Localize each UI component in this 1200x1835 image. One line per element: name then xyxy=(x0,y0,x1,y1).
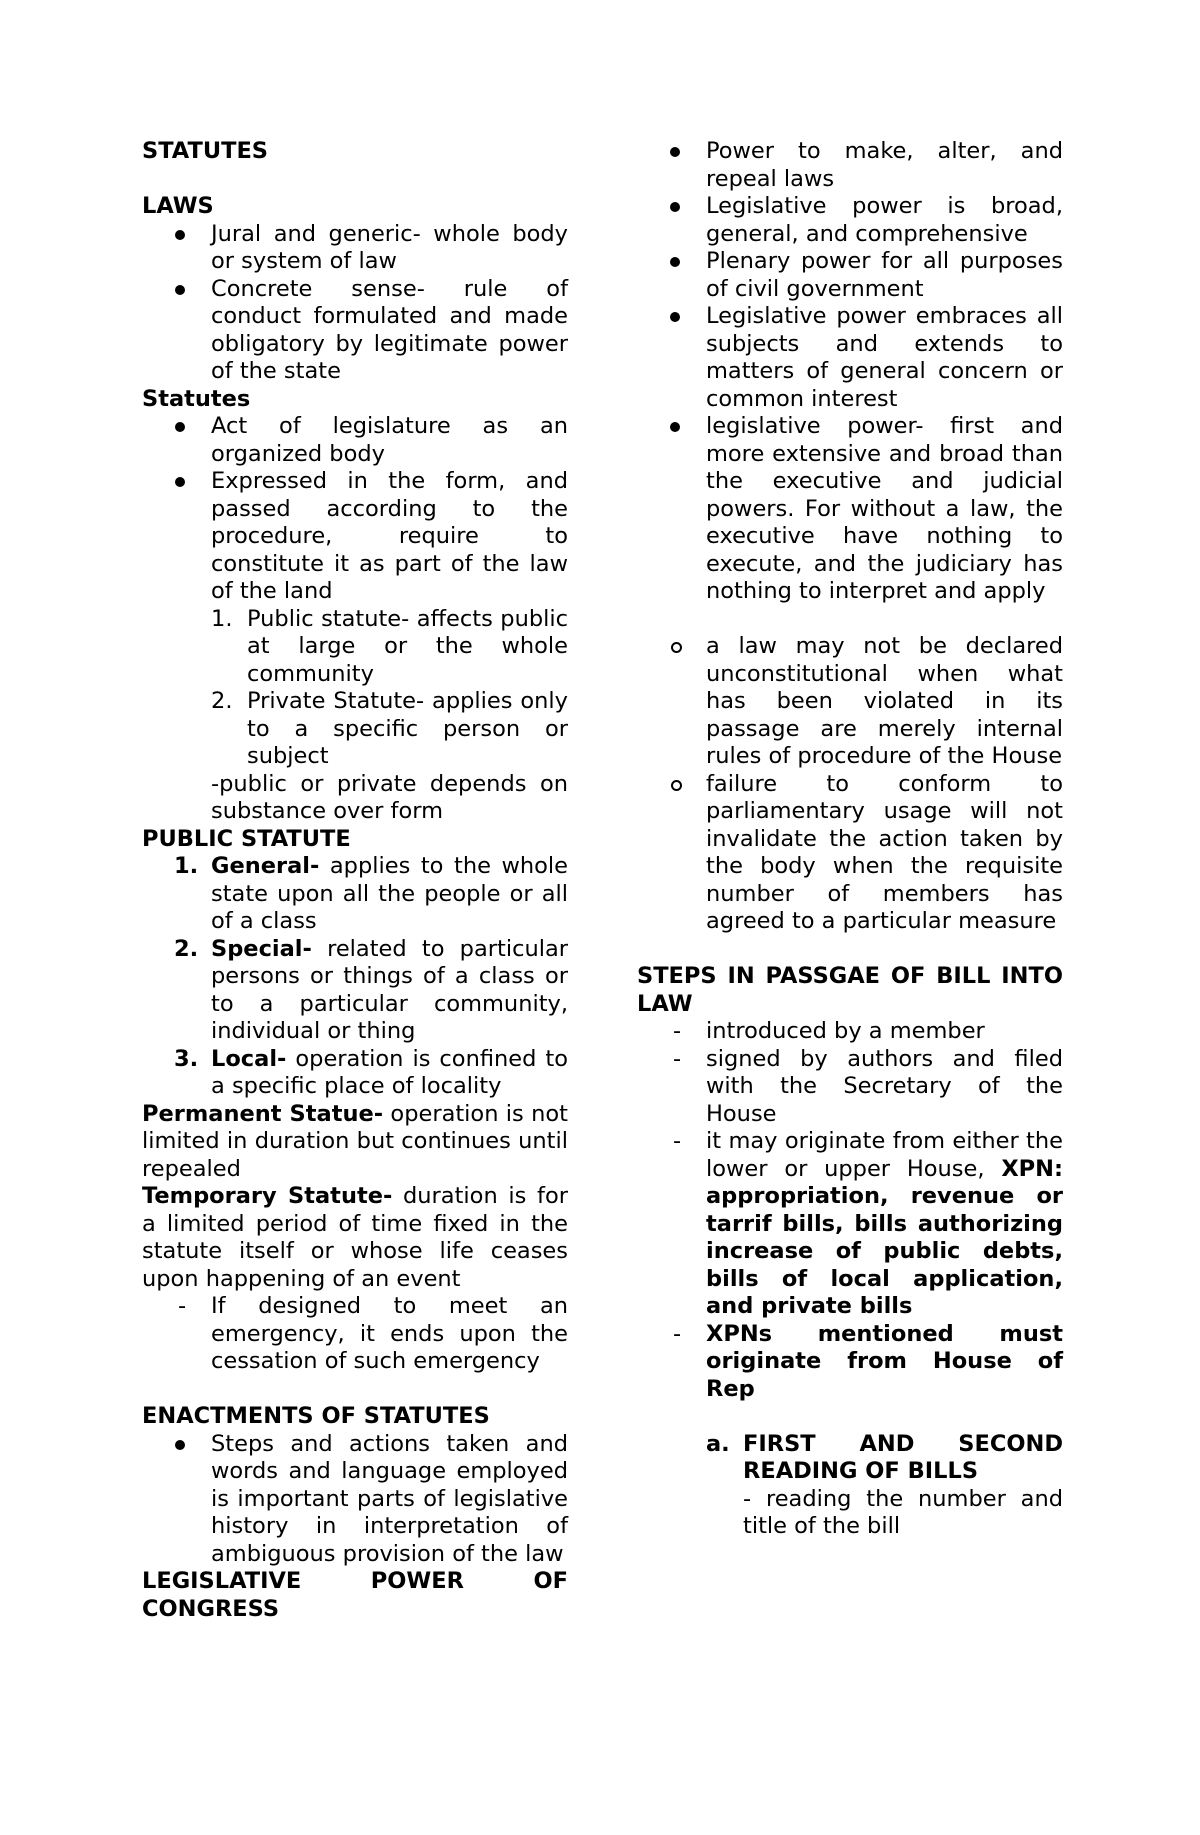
sub-list-item: failure to conform to parliamentary usage will not invalidate the action taken by the body when the requisite number of members has agreed to a particular measure xyxy=(637,771,1063,936)
bullet-icon xyxy=(175,1440,185,1450)
steps-heading: STEPS IN PASSGAE OF BILL INTO LAW xyxy=(637,963,1063,1017)
list-item: Steps and actions taken and words and language employed is important parts of legislative history in interpretation of ambiguous provision of the law xyxy=(142,1431,568,1569)
list-item: Power to make, alter, and repeal laws xyxy=(637,138,1063,193)
numbered-item: 3. Local- operation is confined to a specific place of locality xyxy=(174,1045,568,1099)
reading-heading: a. FIRST AND SECOND READING OF BILLS xyxy=(706,1430,1063,1484)
right-column xyxy=(637,138,1063,1541)
bullet-icon xyxy=(670,422,680,432)
circle-bullet-icon xyxy=(671,642,682,653)
list-item: legislative power- first and more extensive and broad than the executive and judicial powers. For without a law, the executive have nothing to execute, and the judiciary has nothing to interpret and apply xyxy=(637,413,1063,606)
list-item: Legislative power is broad, general, and comprehensive xyxy=(637,193,1063,248)
bullet-icon xyxy=(670,257,680,267)
dash-item: - introduced by a member xyxy=(673,1018,985,1044)
numbered-item: 1. General- applies to the whole state upon all the people or all of a class xyxy=(174,853,568,934)
bullet-icon xyxy=(670,147,680,157)
reading-text: - reading the number and title of the bill xyxy=(743,1485,1063,1539)
statutes-heading: Statutes xyxy=(142,385,251,412)
bullet-icon xyxy=(175,285,185,295)
statute-note: -public or private depends on substance over form xyxy=(211,770,568,824)
numbered-item: 1. Public statute- affects public at large or the whole community xyxy=(211,605,568,687)
list-item: Plenary power for all purposes of civil government xyxy=(637,248,1063,303)
numbered-item: 2. Special- related to particular persons or things of a class or to a particular community, individual or thing xyxy=(174,935,568,1044)
bullet-icon xyxy=(670,202,680,212)
list-item: Concrete sense- rule of conduct formulated and made obligatory by legitimate power of the state xyxy=(142,276,568,386)
dash-item: - XPNs mentioned must originate from House of Rep xyxy=(673,1320,1063,1402)
sub-list-item: a law may not be declared unconstitutional when what has been violated in its passage are merely internal rules of procedure of the House xyxy=(637,633,1063,771)
permanent-statute-paragraph: Permanent Statue- operation is not limited in duration but continues until repealed xyxy=(142,1100,568,1182)
numbered-item: 2. Private Statute- applies only to a specific person or subject xyxy=(211,688,568,769)
left-column xyxy=(142,138,568,1623)
circle-bullet-icon xyxy=(671,780,682,791)
bullet-icon xyxy=(670,312,680,322)
bullet-icon xyxy=(175,477,185,487)
bullet-icon xyxy=(175,230,185,240)
list-item: Expressed in the form, and passed according to the procedure, require to constitute it as part of the law of the land xyxy=(142,468,568,606)
dash-item: - it may originate from either the lower or upper House, XPN: appropriation, revenue or tarrif bills, bills authorizing increase of public debts, bills of local application, and private bills xyxy=(673,1128,1063,1319)
laws-heading: LAWS xyxy=(142,193,214,219)
temporary-statute-paragraph: Temporary Statute- duration is for a limited period of time fixed in the statute itself or whose life ceases upon happening of an event xyxy=(142,1183,568,1292)
bullet-icon xyxy=(175,422,185,432)
list-item: Legislative power embraces all subjects and extends to matters of general concern or common interest xyxy=(637,303,1063,413)
enactments-heading: ENACTMENTS OF STATUTES xyxy=(142,1403,490,1429)
dash-item: - signed by authors and filed with the Secretary of the House xyxy=(673,1045,1063,1127)
dash-item: - If designed to meet an emergency, it ends upon the cessation of such emergency xyxy=(178,1293,568,1374)
document-title: STATUTES xyxy=(142,138,269,164)
list-item: Act of legislature as an organized body xyxy=(142,413,568,468)
public-statute-heading: PUBLIC STATUTE xyxy=(142,825,351,852)
legislative-power-heading: LEGISLATIVE POWER OF CONGRESS xyxy=(142,1568,568,1622)
list-item: Jural and generic- whole body or system of law xyxy=(142,221,568,276)
